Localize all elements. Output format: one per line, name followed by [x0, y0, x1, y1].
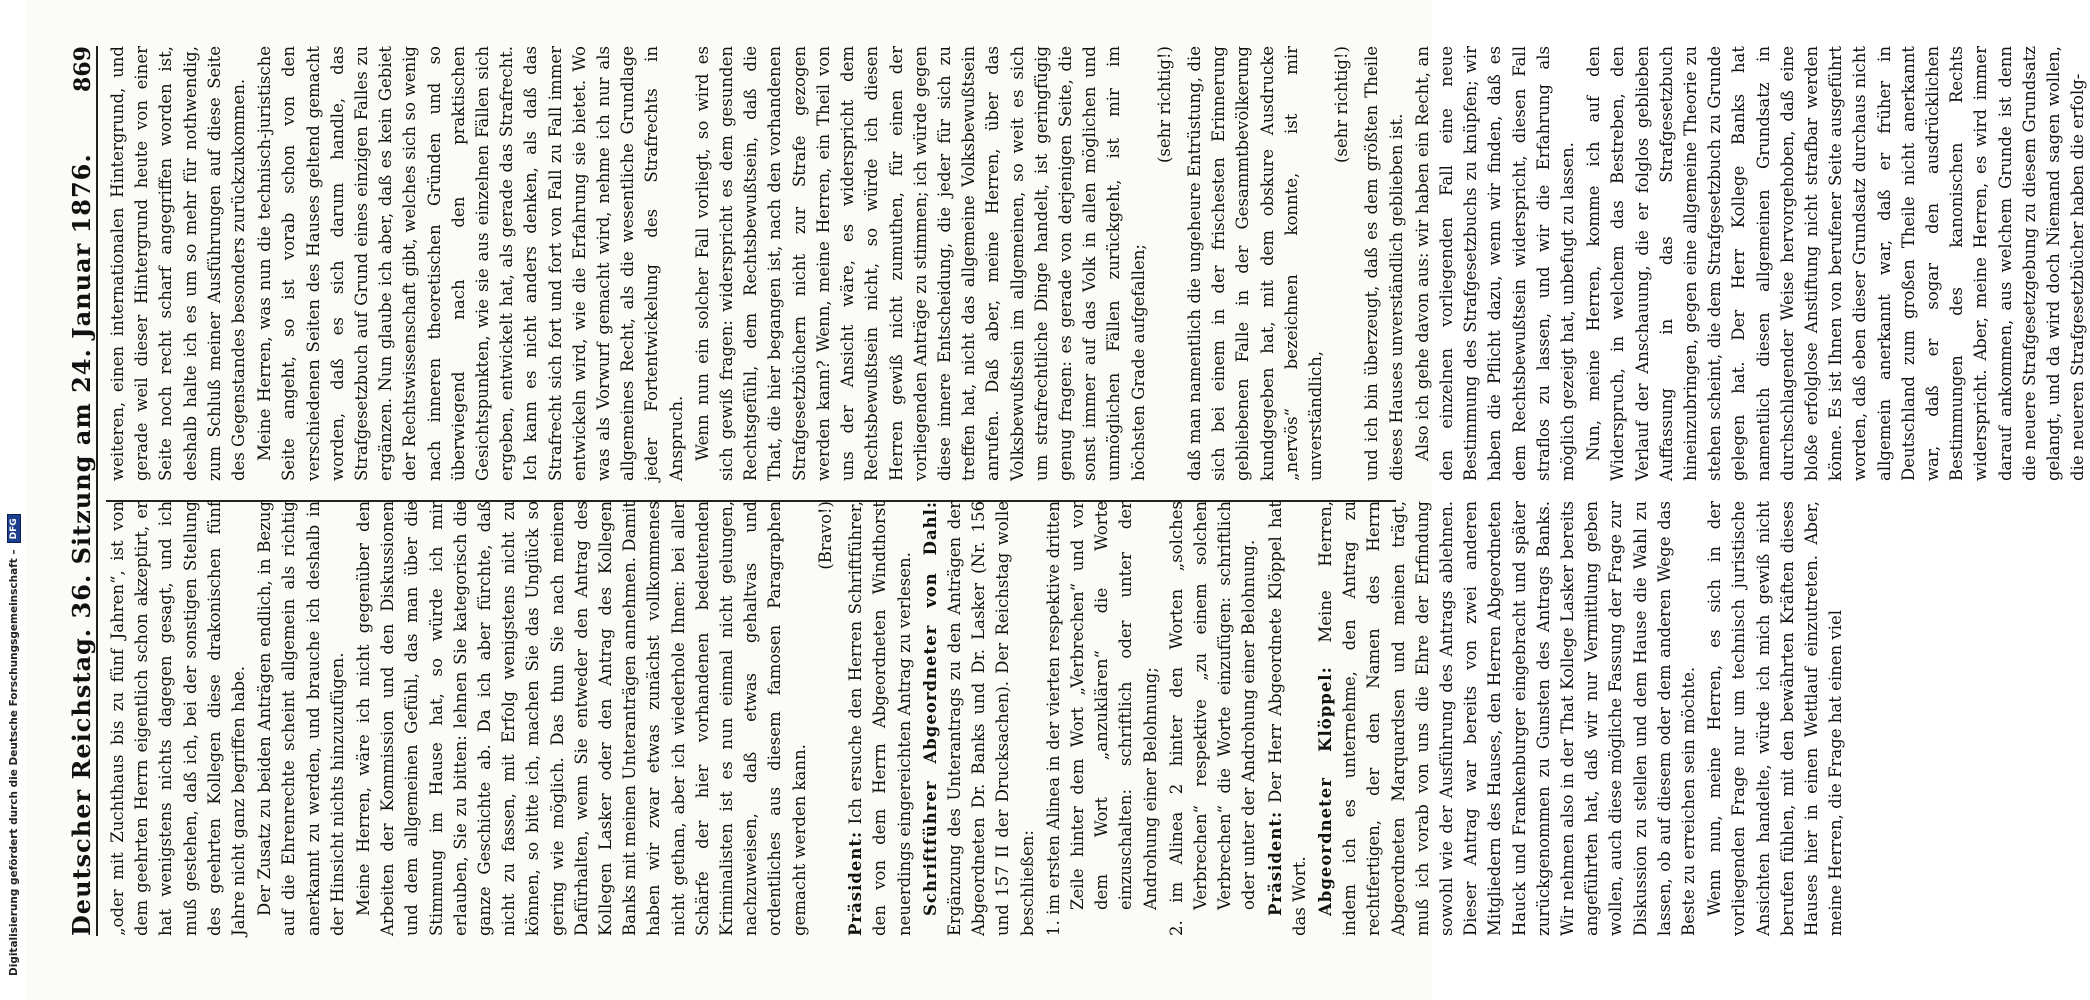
credit-text: Digitalisierung gefördert durch die Deutsche Forschungsgemeinschaft – [8, 549, 20, 976]
paragraph [1582, 46, 2090, 481]
paragraph-text: Wenn nun, meine Herren, es sich in der vorliegenden Frage nur um technisch juristische Ansichten handelte, würde ich mich gewiß nicht berufen fühlen, mit den bewährten Kräften dieses Hauses hier in einen Wettlauf einzutreten. Aber, meine Herren, die Frage hat einen viel [1705, 501, 1846, 936]
paragraph-text: daß man namentlich die ungeheure Entrüstung, die sich bei einem in der frischesten Erinnerung gebliebenen Falle in der Gesammtbevölkerung kundgegeben hat, mit dem obskure Ausdrucke „nervös“ bezeichnen konnte, ist mir unverständlich, [1184, 46, 1325, 481]
column-left [106, 501, 1846, 936]
paragraph-text: und ich bin überzeugt, daß es dem größten Theile dieses Hauses unverständlich geblieben ist. [1362, 46, 1406, 481]
page-title: Deutscher Reichstag. 36. Sitzung am 24. Januar 1876. [67, 153, 96, 936]
paragraph [691, 46, 1151, 481]
paragraph-text: 1. im ersten Alinea in der vierten respektive dritten Zeile hinter dem Wort „Verbrechen“ und vor dem Wort „anzuklären“ die Worte einzuschalten: schriftlich oder unter der Androhung einer Belohnung; [1043, 501, 1160, 936]
speaker-name: Präsident: [1265, 810, 1285, 916]
speech-paragraph [1314, 501, 1701, 936]
paragraph-text: (Bravo!) [815, 501, 835, 570]
paragraph [352, 501, 812, 936]
motion-item [1042, 501, 1163, 936]
paragraph [1411, 46, 1580, 481]
paragraph-text: (sehr richtig!) [1332, 46, 1352, 163]
speech-paragraph [919, 501, 1040, 936]
paragraph-text: „oder mit Zuchthaus bis zu fünf Jahren“, ist von dem geehrten Herrn eigentlich schon akzeptirt, er hat wenigstens nichts dagegen gesagt, und ich muß gestehen, daß ich, bei der sonstigen Stellung des geehrten Kollegen diese drakonischen fünf Jahre nicht ganz begriffen habe. [108, 501, 249, 936]
paragraph-text: (sehr richtig!) [1154, 46, 1174, 163]
paragraph [1703, 501, 1848, 936]
digitization-credit-strip [0, 0, 26, 1000]
column-right [106, 46, 2088, 481]
paragraph [253, 46, 689, 481]
paragraph-text: Meine Herren, wäre ich nicht gegenüber den Arbeiten der Kommission und den Diskussionen und dem allgemeinen Gefühl, das man über die Stimmung im Hause hat, so würde ich mir erlauben, Sie zu bitten: lehnen Sie kategorisch die ganze Geschichte ab. Da ich aber fürchte, daß nicht zu fassen, mit Erfolg wenigstens nicht zu können, so bitte ich, machen Sie das Unglück so gering wie möglich. Das thun Sie nach meinen Dafürhalten, wenn Sie entweder den Antrag des Kollegen Lasker oder den Antrag des Kollegen Banks mit meinen Unteranträgen annehmen. Damit haben wir zwar etwas zunächst vollkommenes nicht gethan, aber ich wiederhole Ihnen: bei aller Schärfe der hier vorhandenen bedeutenden Kriminalisten ist es nun einmal nicht gelungen, nachzuweisen, daß etwas gehaltvas und ordentliches aus diesem famosen Paragraphen gemacht werden kann. [354, 501, 809, 936]
paragraph-text: weiteren, einen internationalen Hintergrund, und gerade weil dieser Hintergrund heute von einer Seite noch recht scharf angegriffen worden ist, deshalb halte ich es um so mehr für nothwendig, zum Schluß meiner Ausführungen auf diese Seite des Gegenstandes besonders zurückzukommen. [108, 46, 249, 481]
rotated-page-frame [26, 0, 2088, 1000]
speech-paragraph [844, 501, 917, 936]
paragraph-text: Der Herr Abgeordnete Klöppel hat das Wort. [1265, 501, 1309, 936]
paragraph-text: Meine Herren, was nun die technisch-juristische Seite angeht, so ist vorab schon von den verschiedenen Seiten des Hauses geltend gemacht worden, daß es sich darum handle, das Strafgesetzbuch auf Grund eines einzigen Falles zu ergänzen. Nun glaube ich aber, daß es kein Gebiet der Rechtswissenschaft gibt, welches sich so wenig nach inneren theoretischen Gründen und so überwiegend nach den praktischen Gesichtspunkten, wie sie aus einzelnen Fällen sich ergeben, entwickelt hat, als gerade das Strafrecht. Ich kann es nicht anders denken, als daß das Strafrecht sich fort und fort von Fall zu Fall immer entwickeln wird, wie die Erfahrung sie bietet. Wo was als Vorwurf gemacht wird, nehme ich nur als allgemeines Recht, als die wesentliche Grundlage jeder Fortentwickelung des Strafrechts in Anspruch. [255, 46, 686, 481]
speaker-name: Abgeordneter Klöppel: [1315, 666, 1335, 916]
paragraph-text: Der Zusatz zu beiden Anträgen endlich, in Bezug auf die Ehrenrechte scheint allgemein als richtig anerkannt zu werden, und brauche ich deshalb in der Hinsicht nichts hinzuzufügen. [255, 501, 347, 936]
motion-item [1165, 501, 1262, 936]
paragraph [1183, 46, 1328, 481]
text-columns [106, 46, 2088, 936]
paragraph-text: Meine Herren, indem ich es unternehme, den Antrag zu rechtfertigen, der den Namen des Herrn Abgeordneten Marquardsen und meinen trägt, muß ich vorab von uns die Ehre der Erfindung sowohl wie der Ausführung des Antrags ablehnen. Dieser Antrag war bereits von zwei anderen Mitgliedern des Hauses, den Herren Abgeordneten Hauck und Frankenburger eingebracht und später zurückgenommen zu Gunsten des Antrags Banks. Wir nehmen also in der That Kollege Lasker bereits angeführten hat, daß wir nur Vermittlung geben wollen, auch diese mögliche Fassung der Frage zur Diskussion zu stellen und dem Hause die Wahl zu lassen, ob auf diesem oder dem anderen Wege das Beste zu erreichen sein möchte. [1315, 501, 1698, 936]
paragraph [106, 46, 251, 481]
paragraph-text: Wenn nun ein solcher Fall vorliegt, so wird es sich gewiß fragen: widerspricht es dem gesunden Rechtsgefühl, dem Rechtsbewußtsein, daß die That, die hier begangen ist, nach den vorhandenen Strafgesetzbüchern nicht zur Strafe gezogen werden kann? Wenn, meine Herren, ein Theil von uns der Ansicht wäre, es widerspricht dem Rechtsbewußtsein nicht, so würde ich diesen Herren gewiß nicht zumuthen, für einen der vorliegenden Anträge zu stimmen; ich würde gegen diese innere Entscheidung, die jeder für sich zu treffen hat, nicht das allgemeine Volksbewußtsein anrufen. Daß aber, meine Herren, über das Volksbewußtsein im allgemeinen, so weit es sich um strafrechtliche Dinge handelt, ist geringfügig genug fragen: es gerade von derjenigen Seite, die sonst immer auf das Volk in allen möglichen und unmöglichen Fällen zurückgeht, ist mir im höchsten Grade aufgefallen; [692, 46, 1148, 481]
speaker-name: Präsident: [846, 830, 866, 936]
page-number: 869 [70, 46, 96, 92]
paragraph-text: Ich ersuche den Herren Schriftführer, den von dem Herrn Abgeordneten Windthorst neuerdings eingereichten Antrag zu verlesen. [846, 501, 914, 936]
stage-direction [814, 501, 838, 936]
speech-paragraph [1264, 501, 1312, 936]
paragraph [106, 501, 251, 936]
running-header [62, 46, 98, 936]
paragraph [253, 501, 350, 936]
paragraph [1360, 46, 1408, 481]
paragraph-text: Ergänzung des Unterantrags zu den Anträgen der Abgeordneten Dr. Banks und Dr. Lasker (Nr. 156 und 157 II der Drucksachen). Der Reichstag wolle beschließen: [944, 501, 1037, 936]
stage-direction [1330, 46, 1354, 481]
page-content [26, 0, 2088, 1000]
paragraph-text: Nun, meine Herren, komme ich auf den Widerspruch, in welchem das Bestreben, den Verlauf der Anschauung, die er folglos geblieben Auffassung in das Strafgesetzbuch hineinzubringen, gegen eine allgemeine Theorie zu stehen scheint, die dem Strafgesetzbuch zu Grunde gelegen hat. Der Herr Kollege Banks hat namentlich diesen allgemeinen Grundsatz in durchschlagender Weise hervorgehoben, daß eine bloße erfolglose Anstiftung nicht strafbar werden könne. Es ist Ihnen von berufener Seite ausgeführt worden, daß eben dieser Grundsatz durchaus nicht allgemein anerkannt war, daß er früher in Deutschland zum großen Theile nicht anerkannt war, daß er sogar den ausdrücklichen Bestimmungen des kanonischen Rechts widerspricht. Aber, meine Herren, es wird immer darauf ankommen, aus welchem Grunde ist denn die neuere Strafgesetzgebung zu diesem Grundsatz gelangt, und da wird doch Niemand sagen wollen, die neueren Strafgesetzbücher haben die erfolg- [1584, 46, 2088, 481]
dfg-logo: DFG [7, 514, 21, 543]
speaker-name: Schriftführer Abgeordneter von Dahl: [920, 501, 940, 916]
stage-direction [1153, 46, 1177, 481]
paragraph-text: Also ich gehe davon aus: wir haben ein Recht, an den einzelnen vorliegenden Fall eine neue Bestimmung des Strafgesetzbuchs zu knüpfen; wir haben die Pflicht dazu, wenn wir finden, daß es dem Rechtsbewußtsein widerspricht, diesen Fall straflos zu lassen, und wir die Erfahrung als möglich gezeigt hat, unbefugt zu lassen. [1412, 46, 1577, 481]
document-page [26, 0, 2088, 1000]
digitization-credit [7, 514, 21, 976]
paragraph-text: 2. im Alinea 2 hinter den Worten „solches Verbrechen“ respektive „zu einem solchen Verbrechen“ die Worte einzufügen: schriftlich oder unter der Androhung einer Belohnung. [1166, 501, 1259, 936]
